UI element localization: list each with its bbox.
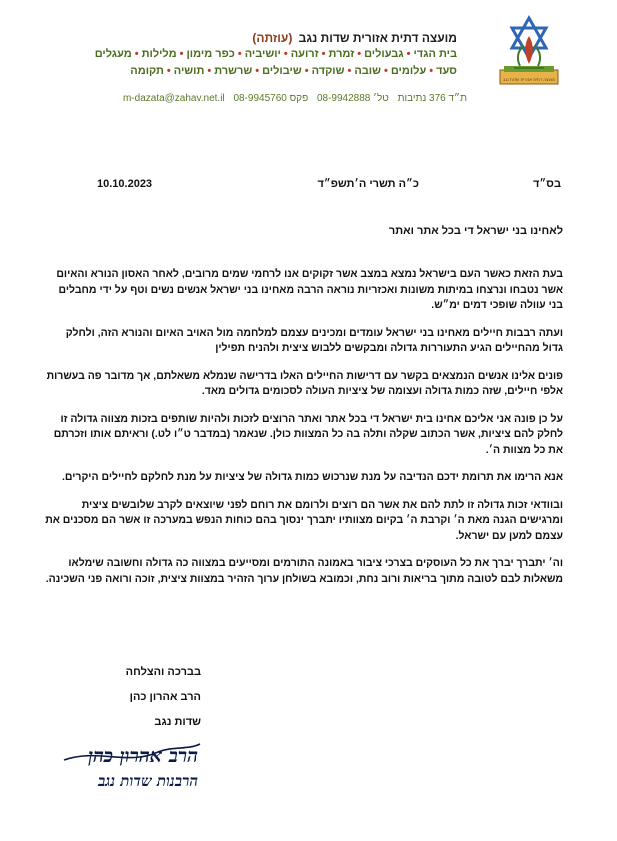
separator-dot-icon: • <box>255 65 260 77</box>
separator-dot-icon: • <box>283 48 288 60</box>
settlement-name: שובה <box>354 65 381 77</box>
separator-dot-icon: • <box>207 65 212 77</box>
council-logo-icon <box>494 14 564 96</box>
salutation: לאחינו בני ישראל די בכל אתר ואתר <box>388 225 563 237</box>
settlement-name: שרשרת <box>214 65 253 77</box>
separator-dot-icon: • <box>304 65 309 77</box>
settlement-name: מעגלים <box>94 48 132 60</box>
letter-body <box>43 267 563 599</box>
separator-dot-icon: • <box>166 65 171 77</box>
settlements-row-2 <box>57 64 457 79</box>
closing-line: שדות נגב <box>154 716 201 728</box>
body-paragraph: וה׳ יתברך יברך את כל העוסקים בצרכי ציבור באמונה התורמים ומסייעים במצווה כה גדולה וחשובה שימלאו משאלות לבם לטובה מתוך בריאות ורוב נחת, וכמובא בשולחן ערוך הזהיר במצוות ציצית, זוכה ורואה פני השכינה. <box>45 557 563 585</box>
body-paragraph: פונים אלינו אנשים הנמצאים בקשר עם דרישות החיילים האלו בדרישה שנמלא משאלתם, אך מדובר פה בעשרות אלפי חיילים, שזה כמות גדולה ועצומה של ציציות העולה לסכומים גדולים מאד. <box>46 369 563 397</box>
settlement-name: עלומים <box>390 65 427 77</box>
hebrew-date: כ״ה תשרי ה׳תשפ״ד <box>317 178 419 190</box>
settlement-name: זרועה <box>290 48 319 60</box>
contact-po-box: ת״ד 376 נתיבות <box>397 93 467 104</box>
closing-block <box>81 660 201 735</box>
letterhead-org-block <box>57 31 457 79</box>
signature-name: הרב אהרון כהן <box>88 745 198 767</box>
settlement-name: יושיביה <box>244 48 281 60</box>
closing-line: הרב אהרון כהן <box>129 691 201 703</box>
settlement-name: זמרת <box>328 48 355 60</box>
bsd-mark: בס״ד <box>533 178 561 190</box>
settlement-name: סעד <box>436 65 457 77</box>
separator-dot-icon: • <box>347 65 352 77</box>
settlement-name: בית הגדי <box>413 48 457 60</box>
settlement-name: גבעולים <box>364 48 404 60</box>
contact-fax: פקס 08-9945760 <box>233 93 309 104</box>
contact-phone: טל׳ 08-9942888 <box>316 93 389 104</box>
contact-line <box>117 93 467 104</box>
body-paragraph: ובוודאי זכות גדולה זו לתת להם את אשר הם רוצים ולרומם את רוחם לפני שיוצאים לקרב שלובשים ציצית ומרגישים הגנה מאת ה׳ וקרבת ה׳ בקיום מצוותיו יתברך ינסוך בהם כוחות הנפש במערכה זו אשר הם מסכנים את עצמם למען עם ישראל. <box>45 498 563 542</box>
settlement-name: כפר מימון <box>186 48 235 60</box>
separator-dot-icon: • <box>237 48 242 60</box>
separator-dot-icon: • <box>179 48 184 60</box>
separator-dot-icon: • <box>321 48 326 60</box>
settlements-row-1 <box>57 47 457 62</box>
org-name <box>57 31 457 45</box>
separator-dot-icon: • <box>357 48 362 60</box>
settlement-name: תושיה <box>173 65 205 77</box>
contact-email[interactable]: m-dazata@zahav.net.il <box>122 93 225 104</box>
body-paragraph: על כן פונה אני אליכם אחינו בית ישראל די בכל אתר ואתר הרוצים לזכות ולהיות שותפים בזכות מצווה גדולה זו לחלק להם ציציות, אשר הכתוב שקלה ותלה בה כל המצוות כולן. שנאמר (במדבר ט״ו לט.) וראיתם אותו וזכרתם את כל מצוות ה׳. <box>53 412 563 456</box>
body-paragraph: בעת הזאת כאשר העם בישראל נמצא במצב אשר זקוקים אנו לרחמי שמים מרובים, לאחר האסון הנורא והאיום אשר נטבחו ונרצחו במיתות משונות ואכזריות נוראה הרבה מאחינו בני ישראל אנשים נשים וטף על ידי מחבלים בני עוולה שופכי דמים ימ״ש. <box>56 268 563 311</box>
closing-line: בברכה והצלחה <box>125 666 201 678</box>
body-paragraph: אנא הרימו את תרומת ידכם הנדיבה על מנת שנרכוש כמות גדולה של ציציות על מנת לחלקם לחיילים היקרים. <box>61 471 563 483</box>
separator-dot-icon: • <box>429 65 434 77</box>
settlement-name: שוקדה <box>311 65 345 77</box>
separator-dot-icon: • <box>383 65 388 77</box>
settlement-name: שיבולים <box>262 65 302 77</box>
signature-title: הרבנות שדות נגב <box>98 772 198 790</box>
org-name-text: מועצה דתית אזורית שדות נגב <box>298 31 457 45</box>
signature-stamp <box>58 738 203 796</box>
separator-dot-icon: • <box>406 48 411 60</box>
logo-text: מועצה דתית אזורית שדות נגב <box>502 77 556 82</box>
settlement-name: מלילות <box>141 48 177 60</box>
org-name-sub: (עוזתה) <box>252 31 293 45</box>
gregorian-date: 10.10.2023 <box>97 178 153 190</box>
body-paragraph: ועתה רבבות חיילים מאחינו בני ישראל עומדים ומכינים עצמם למלחמה מול האויב האיום והנורא הזה, ולחלק גדול מהחיילים הגיע התעוררות גדולה ומבקשים ללבוש ציצית ולהניח תפילין <box>65 326 563 354</box>
separator-dot-icon: • <box>134 48 139 60</box>
settlement-name: תקומה <box>130 65 164 77</box>
